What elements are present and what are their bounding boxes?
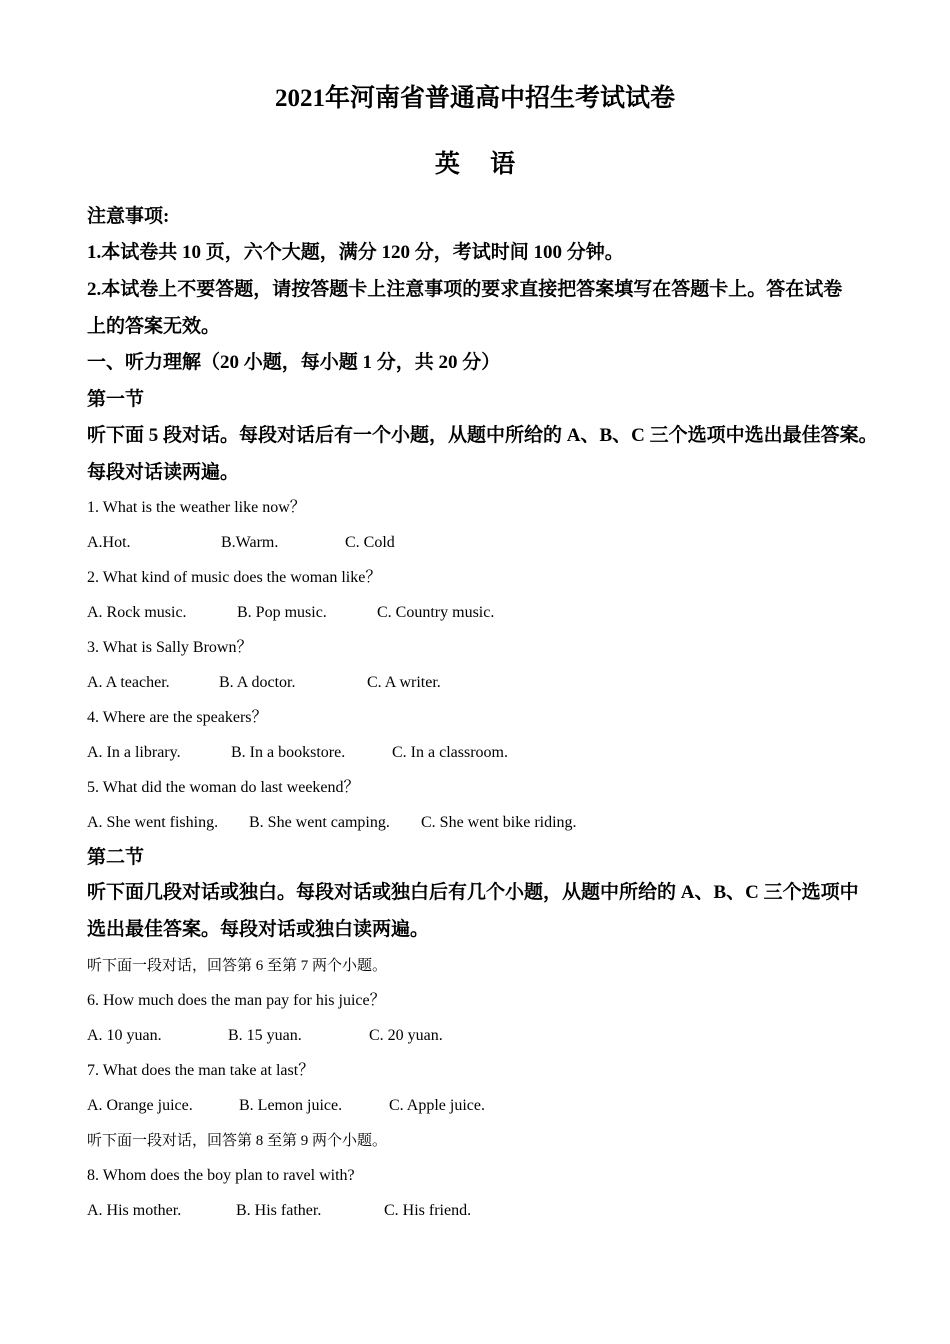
question-1-options xyxy=(87,531,867,555)
notes-item-2-line-1: 2.本试卷上不要答题，请按答题卡上注意事项的要求直接把答案填写在答题卡上。答在试卷 xyxy=(87,279,843,300)
section1-heading: 第一节 xyxy=(87,389,145,410)
question-1: 1. What is the weather like now？ xyxy=(87,499,306,516)
section2-hint-q6-q7: 听下面一段对话，回答第 6 至第 7 两个小题。 xyxy=(87,958,388,974)
question-1-option-a: A.Hot. xyxy=(87,534,131,551)
question-5-option-b: B. She went camping. xyxy=(249,814,390,831)
question-7-option-c: C. Apple juice. xyxy=(389,1097,485,1114)
question-8: 8. Whom does the boy plan to ravel with? xyxy=(87,1167,355,1184)
question-4-options xyxy=(87,741,867,765)
question-2-option-b: B. Pop music. xyxy=(237,604,327,621)
question-4-option-a: A. In a library. xyxy=(87,744,181,761)
section2-heading: 第二节 xyxy=(87,847,145,868)
question-7-option-a: A. Orange juice. xyxy=(87,1097,193,1114)
section1-instructions-line-2: 每段对话读两遍。 xyxy=(87,462,240,483)
notes-item-2-line-2: 上的答案无效。 xyxy=(87,316,221,337)
question-6-option-b: B. 15 yuan. xyxy=(228,1027,302,1044)
notes-heading: 注意事项: xyxy=(87,206,170,227)
part1-heading: 一、听力理解（20 小题，每小题 1 分，共 20 分） xyxy=(87,352,501,373)
question-7-option-b: B. Lemon juice. xyxy=(239,1097,343,1114)
question-8-option-b: B. His father. xyxy=(236,1202,322,1219)
question-4-option-b: B. In a bookstore. xyxy=(231,744,346,761)
question-3-option-b: B. A doctor. xyxy=(219,674,296,691)
question-2-option-a: A. Rock music. xyxy=(87,604,187,621)
notes-item-1: 1.本试卷共 10 页，六个大题，满分 120 分，考试时间 100 分钟。 xyxy=(87,242,624,263)
question-2-options xyxy=(87,601,867,625)
question-3-options xyxy=(87,671,867,695)
question-6-options xyxy=(87,1024,867,1048)
question-7-options xyxy=(87,1094,867,1118)
question-8-options xyxy=(87,1199,867,1223)
section2-hint-q8-q9: 听下面一段对话，回答第 8 至第 9 两个小题。 xyxy=(87,1133,388,1149)
question-8-option-a: A. His mother. xyxy=(87,1202,182,1219)
question-1-option-c: C. Cold xyxy=(345,534,395,551)
section2-instructions-line-1: 听下面几段对话或独白。每段对话或独白后有几个小题，从题中所给的 A、B、C 三个选项中 xyxy=(87,882,859,903)
exam-title: 2021年河南省普通高中招生考试试卷 xyxy=(274,85,675,112)
question-2-option-c: C. Country music. xyxy=(377,604,495,621)
section1-instructions-line-1: 听下面 5 段对话。每段对话后有一个小题，从题中所给的 A、B、C 三个选项中选出最佳答案。 xyxy=(87,425,878,446)
question-6-option-a: A. 10 yuan. xyxy=(87,1027,162,1044)
question-8-option-c: C. His friend. xyxy=(384,1202,472,1219)
question-6: 6. How much does the man pay for his juice？ xyxy=(87,992,386,1009)
question-3: 3. What is Sally Brown？ xyxy=(87,639,253,656)
exam-subject: 英 语 xyxy=(434,151,528,178)
question-5: 5. What did the woman do last weekend？ xyxy=(87,779,360,796)
question-3-option-a: A. A teacher. xyxy=(87,674,170,691)
question-3-option-c: C. A writer. xyxy=(367,674,441,691)
question-5-option-c: C. She went bike riding. xyxy=(421,814,577,831)
section2-instructions-line-2: 选出最佳答案。每段对话或独白读两遍。 xyxy=(87,919,430,940)
question-4: 4. Where are the speakers？ xyxy=(87,709,268,726)
question-7: 7. What does the man take at last？ xyxy=(87,1062,315,1079)
question-1-option-b: B.Warm. xyxy=(221,534,279,551)
question-5-option-a: A. She went fishing. xyxy=(87,814,219,831)
question-5-options xyxy=(87,811,867,835)
question-2: 2. What kind of music does the woman like？ xyxy=(87,569,382,586)
question-4-option-c: C. In a classroom. xyxy=(392,744,508,761)
question-6-option-c: C. 20 yuan. xyxy=(369,1027,443,1044)
